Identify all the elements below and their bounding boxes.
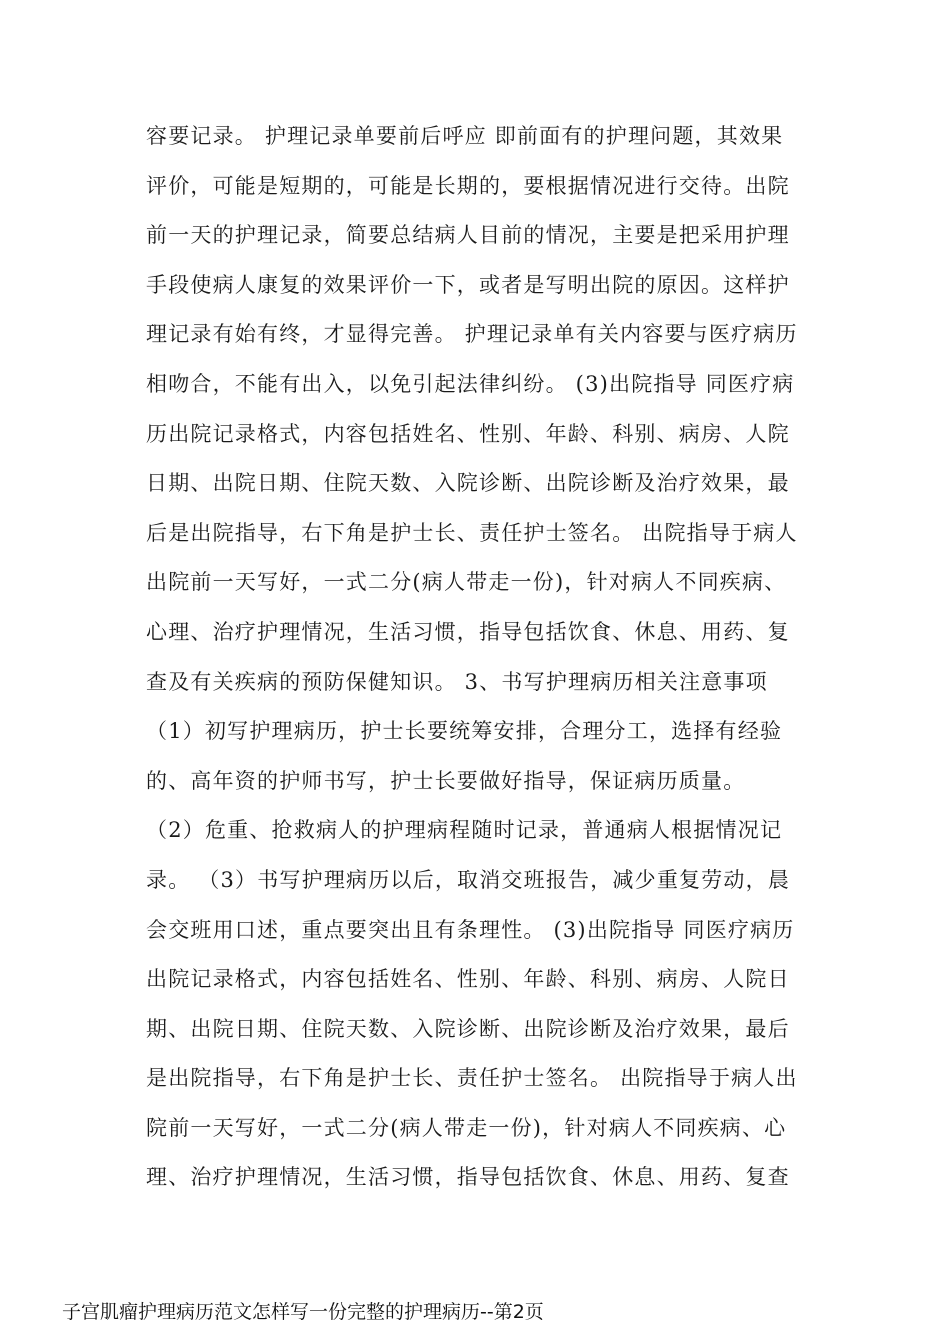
text-line: 理、治疗护理情况，生活习惯，指导包括饮食、休息、用药、复查 bbox=[146, 1165, 790, 1190]
text-line: 院前一天写好，一式二分(病人带走一份)，针对病人不同疾病、心 bbox=[146, 1115, 787, 1140]
text-line: 出院记录格式，内容包括姓名、性别、年龄、科别、病房、人院日 bbox=[146, 967, 790, 992]
text-line: 会交班用口述，重点要突出且有条理性。 (3)出院指导 同医疗病历 bbox=[146, 917, 795, 942]
text-line: 出院前一天写好，一式二分(病人带走一份)，针对病人不同疾病、 bbox=[146, 570, 787, 595]
text-line: 日期、出院日期、住院天数、入院诊断、出院诊断及治疗效果，最 bbox=[146, 471, 790, 496]
text-line: 后是出院指导，右下角是护士长、责任护士签名。 出院指导于病人 bbox=[146, 520, 798, 545]
text-line: 评价，可能是短期的，可能是长期的，要根据情况进行交待。出院 bbox=[146, 173, 790, 198]
text-line: 前一天的护理记录，简要总结病人目前的情况，主要是把采用护理 bbox=[146, 223, 790, 248]
text-line: 相吻合，不能有出入，以免引起法律纠纷。 (3)出院指导 同医疗病 bbox=[146, 371, 795, 396]
text-line: （1）初写护理病历，护士长要统筹安排，合理分工，选择有经验 bbox=[146, 719, 783, 744]
text-line: 的、高年资的护师书写，护士长要做好指导，保证病历质量。 bbox=[146, 768, 746, 793]
text-line: 心理、治疗护理情况，生活习惯，指导包括饮食、休息、用药、复 bbox=[146, 619, 790, 644]
body-text bbox=[146, 112, 806, 1203]
text-line: 录。 （3）书写护理病历以后，取消交班报告，减少重复劳动，晨 bbox=[146, 867, 791, 892]
text-line: 理记录有始有终，才显得完善。 护理记录单有关内容要与医疗病历 bbox=[146, 322, 798, 347]
page-footer: 子宫肌瘤护理病历范文怎样写一份完整的护理病历--第2页 bbox=[62, 1301, 544, 1323]
text-line: 是出院指导，右下角是护士长、责任护士签名。 出院指导于病人出 bbox=[146, 1066, 798, 1091]
text-line: 查及有关疾病的预防保健知识。 3、书写护理病历相关注意事项 bbox=[146, 669, 768, 694]
text-line: 历出院记录格式，内容包括姓名、性别、年龄、科别、病房、人院 bbox=[146, 421, 790, 446]
text-line: 期、出院日期、住院天数、入院诊断、出院诊断及治疗效果，最后 bbox=[146, 1016, 790, 1041]
text-line: （2）危重、抢救病人的护理病程随时记录，普通病人根据情况记 bbox=[146, 818, 783, 843]
text-line: 容要记录。 护理记录单要前后呼应 即前面有的护理问题，其效果 bbox=[146, 124, 784, 148]
text-line: 手段使病人康复的效果评价一下，或者是写明出院的原因。这样护 bbox=[146, 272, 790, 297]
